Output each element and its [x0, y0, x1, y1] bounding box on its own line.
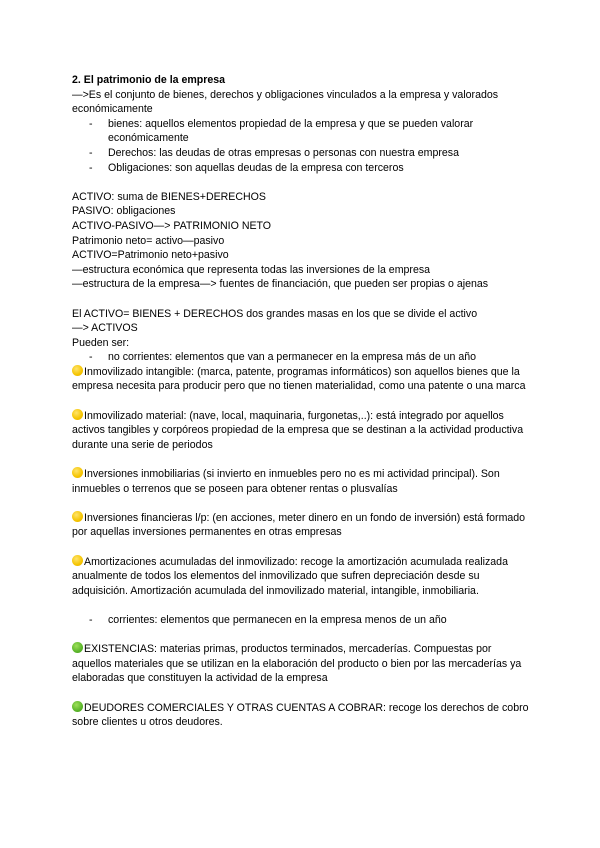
- spacer: [72, 598, 532, 613]
- spacer: [72, 452, 532, 467]
- spacer: [72, 496, 532, 511]
- dash-bullet: -: [89, 351, 93, 364]
- asset-item-text: Inversiones inmobiliarias (si invierto en inmuebles pero no es mi actividad principal). Son inmuebles o terrenos que se poseen para obtener rentas o plusvalías: [72, 468, 500, 495]
- spacer: [72, 686, 532, 701]
- yellow-circle-icon: [72, 511, 83, 522]
- dash-bullet: -: [89, 117, 93, 130]
- intro-paragraph: —>Es el conjunto de bienes, derechos y obligaciones vinculados a la empresa y valorados económicamente: [72, 88, 499, 116]
- document-body: [72, 73, 532, 730]
- list-item-text: Derechos: las deudas de otras empresas o personas con nuestra empresa: [108, 146, 459, 159]
- list-item: [72, 117, 532, 146]
- spacer: [72, 628, 532, 643]
- text-line: —estructura económica que representa todas las inversiones de la empresa: [72, 263, 431, 276]
- asset-item-text: Inmovilizado material: (nave, local, maquinaria, furgonetas,..): está integrado por aquellos activos tangibles y corpóreos propiedad de la empresa que se destinan a la actividad productiva durante una serie de periodos: [72, 409, 524, 451]
- corrientes-list: [72, 613, 532, 628]
- list-item-text: Obligaciones: son aquellas deudas de la empresa con terceros: [108, 161, 404, 174]
- list-item: [72, 350, 532, 365]
- asset-item-text: Inmovilizado intangible: (marca, patente, programas informáticos) son aquellos bienes que la empresa necesita para producir pero que no tienen materialidad, como una patente o una marca: [72, 365, 526, 393]
- list-item: [72, 613, 532, 628]
- asset-item-text: EXISTENCIAS: materias primas, productos terminados, mercaderías. Compuestas por aquellos materiales que se utilizan en la elaboración del producto o bien por las mercaderías ya elaboradas que constituyen la actividad de la empresa: [72, 643, 522, 685]
- yellow-circle-icon: [72, 555, 83, 566]
- yellow-circle-icon: [72, 467, 83, 478]
- text-line: ACTIVO-PASIVO—> PATRIMONIO NETO: [72, 219, 272, 232]
- text-line: —estructura de la empresa—> fuentes de financiación, que pueden ser propias o ajenas: [72, 278, 489, 291]
- asset-item-text: Amortizaciones acumuladas del inmovilizado: recoge la amortización acumulada realizada anualmente de todos los elementos del inmovilizado que sufren depreciación desde su adquisición. Amortización acumulada del inmovilizado material, intangible, inmobiliaria.: [72, 555, 508, 597]
- dash-bullet: -: [89, 613, 93, 626]
- spacer: [72, 175, 532, 190]
- no-corrientes-list: [72, 350, 532, 365]
- list-item: [72, 161, 532, 176]
- text-line: El ACTIVO= BIENES + DERECHOS dos grandes masas en los que se divide el activo: [72, 307, 478, 320]
- spacer: [72, 540, 532, 555]
- text-line: Patrimonio neto= activo—pasivo: [72, 234, 225, 247]
- spacer: [72, 394, 532, 409]
- asset-item: [72, 467, 532, 496]
- patrimonio-list: [72, 117, 532, 175]
- text-line: ACTIVO=Patrimonio neto+pasivo: [72, 249, 229, 262]
- asset-item: [72, 642, 532, 686]
- green-circle-icon: [72, 701, 83, 712]
- asset-item: [72, 555, 532, 599]
- text-line: ACTIVO: suma de BIENES+DERECHOS: [72, 190, 266, 203]
- list-item-text: bienes: aquellos elementos propiedad de la empresa y que se pueden valorar económicamente: [108, 117, 474, 145]
- text-line: —> ACTIVOS: [72, 322, 138, 335]
- green-circle-icon: [72, 642, 83, 653]
- asset-item: [72, 701, 532, 730]
- list-item: [72, 146, 532, 161]
- list-item-text: corrientes: elementos que permanecen en la empresa menos de un año: [108, 613, 447, 626]
- yellow-circle-icon: [72, 365, 83, 376]
- spacer: [72, 292, 532, 307]
- asset-item: [72, 511, 532, 540]
- asset-item: [72, 365, 532, 394]
- asset-item-text: Inversiones financieras l/p: (en acciones, meter dinero en un fondo de inversión) está formado por aquellas inversiones permanentes en otras empresas: [72, 511, 526, 539]
- list-item-text: no corrientes: elementos que van a permanecer en la empresa más de un año: [108, 351, 477, 364]
- asset-item-text: DEUDORES COMERCIALES Y OTRAS CUENTAS A COBRAR: recoge los derechos de cobro sobre clientes u otros deudores.: [72, 701, 529, 729]
- text-line: PASIVO: obligaciones: [72, 205, 176, 218]
- dash-bullet: -: [89, 161, 93, 174]
- section-title: 2. El patrimonio de la empresa: [72, 74, 226, 86]
- text-line: Pueden ser:: [72, 336, 130, 349]
- dash-bullet: -: [89, 146, 93, 159]
- yellow-circle-icon: [72, 409, 83, 420]
- asset-item: [72, 409, 532, 453]
